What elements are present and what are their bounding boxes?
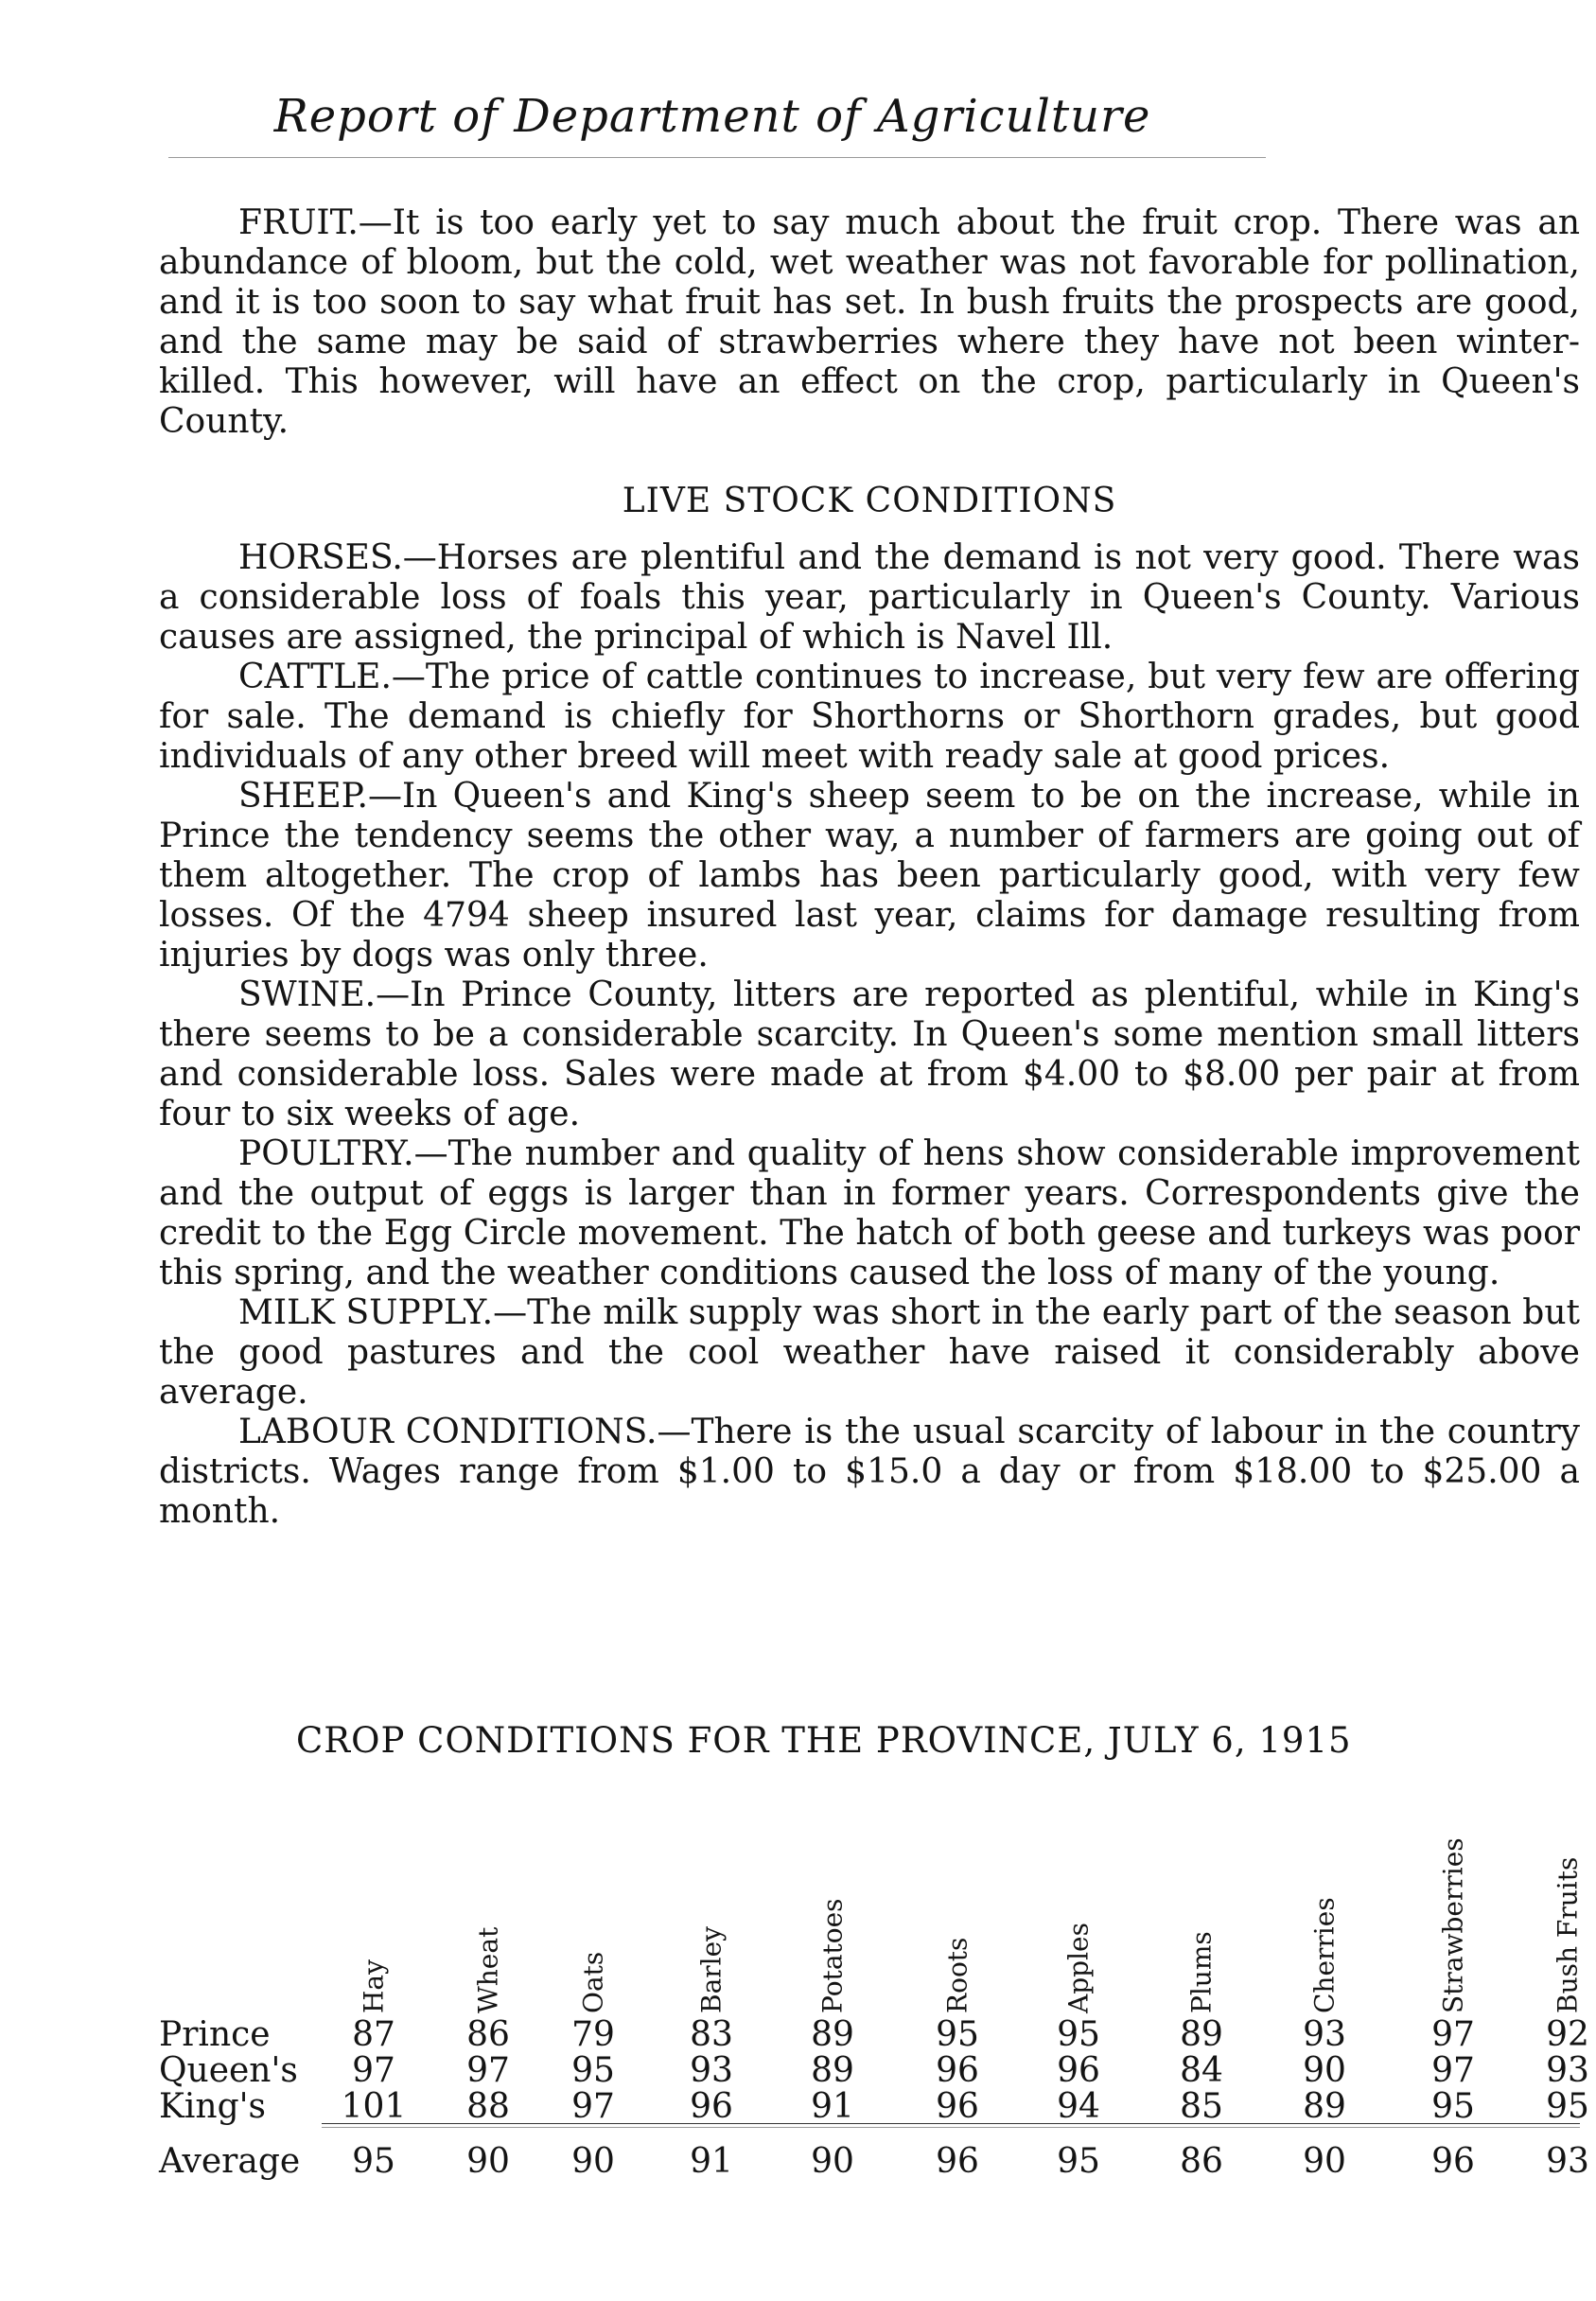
table-cell: 93: [1546, 2142, 1589, 2181]
total-rule-secondary: [322, 2127, 1580, 2128]
column-header: Strawberries: [1437, 1837, 1469, 2013]
table-cell: 96: [1057, 2051, 1100, 2090]
milk-supply-paragraph: MILK SUPPLY.—The milk supply was short in the early part of the season but the good pastures and the cool weather have raised it considerably above average.: [159, 1293, 1580, 1412]
table-cell: 89: [1303, 2087, 1346, 2126]
row-label: Average: [159, 2142, 301, 2181]
running-head: Report of Department of Agriculture: [273, 90, 1151, 143]
table-cell: 95: [352, 2142, 395, 2181]
live-stock-heading: LIVE STOCK CONDITIONS: [622, 482, 1117, 520]
row-label: King's: [159, 2087, 267, 2126]
table-cell: 96: [936, 2142, 979, 2181]
table-cell: 83: [690, 2015, 733, 2054]
table-row: [159, 2015, 1589, 2054]
header-rule: [168, 157, 1266, 158]
average-row: [159, 2142, 1589, 2181]
table-cell: 101: [341, 2087, 407, 2126]
table-cell: 90: [466, 2142, 510, 2181]
column-headers: [159, 1786, 1584, 2013]
table-cell: 79: [571, 2015, 615, 2054]
column-header: Plums: [1185, 1931, 1218, 2013]
table-cell: 86: [466, 2015, 510, 2054]
table-cell: 95: [1546, 2087, 1589, 2126]
table-cell: 84: [1180, 2051, 1223, 2090]
table-cell: 95: [1431, 2087, 1475, 2126]
column-header: Apples: [1062, 1923, 1095, 2013]
table-cell: 97: [466, 2051, 510, 2090]
table-cell: 95: [1057, 2015, 1100, 2054]
table-cell: 91: [690, 2142, 733, 2181]
row-label: Queen's: [159, 2051, 298, 2090]
horses-paragraph: HORSES.—Horses are plentiful and the demand is not very good. There was a considerable loss of foals this year, particularly in Queen's County. Various causes are assigned, the principal of which is Navel Ill.: [159, 538, 1580, 657]
column-header: Oats: [577, 1951, 609, 2013]
column-header: Roots: [941, 1937, 973, 2013]
table-cell: 93: [1546, 2051, 1589, 2090]
table-row: [159, 2051, 1589, 2090]
table-cell: 94: [1057, 2087, 1100, 2126]
swine-paragraph: SWINE.—In Prince County, litters are reported as plentiful, while in King's there seems to be a considerable scarcity. In Queen's some mention small litters and considerable loss. Sales were made at from $4.00 to $8.00 per pair at from four to six weeks of age.: [159, 975, 1580, 1133]
table-cell: 97: [1431, 2015, 1475, 2054]
column-header: Hay: [358, 1959, 390, 2013]
column-header: Bush Fruits: [1552, 1856, 1584, 2013]
row-label: Prince: [159, 2015, 271, 2054]
total-rule: [322, 2123, 1580, 2124]
table-cell: 93: [690, 2051, 733, 2090]
table-cell: 90: [1303, 2051, 1346, 2090]
body-text: [159, 203, 1580, 1532]
table-cell: 89: [1180, 2015, 1223, 2054]
labour-conditions-paragraph: LABOUR CONDITIONS.—There is the usual scarcity of labour in the country districts. Wages range from $1.00 to $15.0 a day or from $18.00 to $25.00 a month.: [159, 1413, 1580, 1531]
fruit-paragraph: FRUIT.—It is too early yet to say much about the fruit crop. There was an abundance of bloom, but the cold, wet weather was not favorable for pollination, and it is too soon to say what fruit has set. In bush fruits the prospects are good, and the same may be said of strawberries where they have not been winter-killed. This however, will have an effect on the crop, particularly in Queen's County.: [159, 203, 1580, 441]
table-cell: 96: [936, 2087, 979, 2126]
table-cell: 96: [690, 2087, 733, 2126]
table-cell: 95: [571, 2051, 615, 2090]
table-cell: 89: [811, 2015, 854, 2054]
poultry-paragraph: POULTRY.—The number and quality of hens show considerable improvement and the output of eggs is larger than in former years. Correspondents give the credit to the Egg Circle movement. The hatch of both geese and turkeys was poor this spring, and the weather conditions caused the loss of many of the young.: [159, 1134, 1580, 1292]
table-cell: 91: [811, 2087, 854, 2126]
table-cell: 90: [1303, 2142, 1346, 2181]
table-cell: 92: [1546, 2015, 1589, 2054]
table-cell: 93: [1303, 2015, 1346, 2054]
table-cell: 96: [1431, 2142, 1475, 2181]
table-cell: 85: [1180, 2087, 1223, 2126]
column-header: Cherries: [1308, 1897, 1341, 2013]
table-row: [159, 2087, 1589, 2126]
table-cell: 90: [811, 2142, 854, 2181]
column-header: Potatoes: [816, 1898, 849, 2013]
table-title: CROP CONDITIONS FOR THE PROVINCE, JULY 6, 1915: [296, 1720, 1352, 1761]
table-cell: 97: [352, 2051, 395, 2090]
table-cell: 87: [352, 2015, 395, 2054]
cattle-paragraph: CATTLE.—The price of cattle continues to increase, but very few are offering for sale. The demand is chiefly for Shorthorns or Shorthorn grades, but good individuals of any other breed will meet with ready sale at good prices.: [159, 658, 1580, 776]
table-cell: 95: [936, 2015, 979, 2054]
table-cell: 88: [466, 2087, 510, 2126]
table-cell: 97: [1431, 2051, 1475, 2090]
table-cell: 89: [811, 2051, 854, 2090]
table-cell: 97: [571, 2087, 615, 2126]
table-cell: 90: [571, 2142, 615, 2181]
sheep-paragraph: SHEEP.—In Queen's and King's sheep seem to be on the increase, while in Prince the tendency seems the other way, a number of farmers are going out of them altogether. The crop of lambs has been particularly good, with very few losses. Of the 4794 sheep insured last year, claims for damage resulting from injuries by dogs was only three.: [159, 777, 1580, 975]
column-header: Barley: [695, 1926, 728, 2013]
column-header: Wheat: [472, 1926, 504, 2013]
table-cell: 96: [936, 2051, 979, 2090]
table-cell: 86: [1180, 2142, 1223, 2181]
table-cell: 95: [1057, 2142, 1100, 2181]
